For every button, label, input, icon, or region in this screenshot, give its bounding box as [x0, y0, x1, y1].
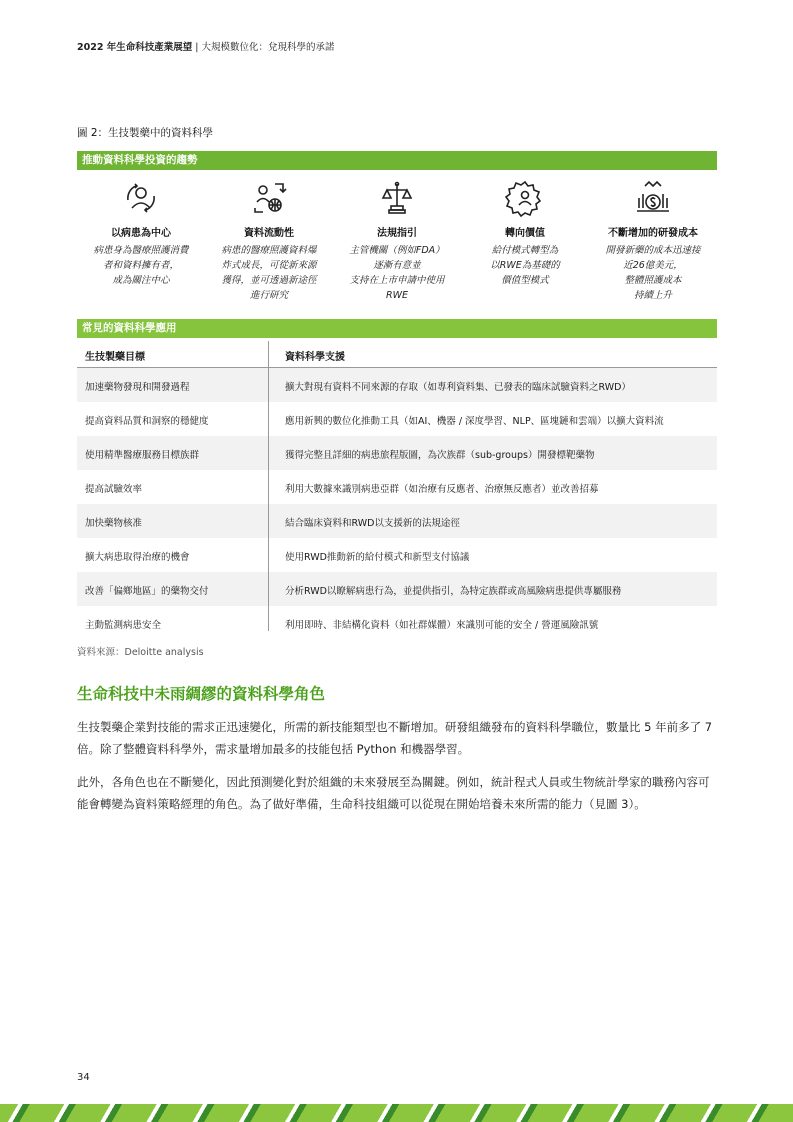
goal-cell: 改善「偏鄉地區」的藥物交付 — [85, 586, 209, 597]
support-cell: 獲得完整且詳細的病患旅程版圖，為次族群（sub-groups）開發標靶藥物 — [285, 450, 595, 461]
goal-cell: 擴大病患取得治療的機會 — [85, 552, 190, 563]
column-header-goal: 生技製藥目標 — [85, 352, 145, 363]
rising-cost-icon — [633, 178, 673, 218]
trend-line: 成為關注中心 — [112, 275, 170, 286]
column-header-support: 資料科學支援 — [285, 352, 345, 363]
trend-line: 持續上升 — [633, 290, 672, 301]
header-title: 2022 年生命科技產業展望 — [77, 42, 193, 53]
trend-item — [77, 178, 205, 288]
table-header — [77, 341, 717, 368]
trend-line: 者和資料擁有者， — [102, 260, 179, 271]
trend-title: 不斷增加的研發成本 — [608, 228, 698, 239]
table-row — [77, 504, 717, 538]
goal-cell: 使用精準醫療服務目標族群 — [85, 450, 200, 461]
figure-caption: 圖 2：生技製藥中的資料科學 — [77, 127, 214, 139]
trend-line: 炸式成長，可從新來源 — [221, 260, 317, 271]
footer-stripe — [0, 1104, 793, 1122]
header-subtitle: 大規模數位化：兌現科學的承諾 — [201, 42, 335, 53]
trends-heading-band: 推動資料科學投資的趨勢 — [77, 151, 717, 170]
goal-cell: 主動監測病患安全 — [85, 620, 162, 631]
trend-item — [461, 178, 589, 288]
table-row — [77, 470, 717, 504]
patient-centric-icon — [121, 178, 161, 218]
trend-line: 主管機關（例如FDA） — [349, 245, 445, 256]
trend-line: 給付模式轉型為 — [491, 245, 559, 256]
trend-description — [333, 243, 461, 303]
support-cell: 分析RWD以瞭解病患行為，並提供指引，為特定族群或高風險病患提供專屬服務 — [285, 586, 622, 597]
table-row — [77, 606, 717, 640]
trend-title: 資料流動性 — [244, 228, 294, 239]
goal-cell: 加快藥物核准 — [85, 518, 143, 529]
trend-line: 獲得，並可透過新途徑 — [221, 275, 317, 286]
body-paragraph: 生技製藥企業對技能的需求正迅速變化，所需的新技能類型也不斷增加。研發組織發布的資料科學職位，數量比 5 年前多了 7 倍。除了整體資料科學外，需求量增加最多的技能包括 Python 和機器學習。 — [77, 720, 713, 756]
trend-description — [461, 243, 589, 288]
trend-line: 病患的醫療照護資料爆 — [221, 245, 317, 256]
figure-source: 資料來源：Deloitte analysis — [77, 647, 204, 658]
table-row — [77, 436, 717, 470]
table-row — [77, 368, 717, 402]
table-row — [77, 572, 717, 606]
page-number: 34 — [77, 1072, 90, 1083]
trend-item — [205, 178, 333, 303]
goal-cell: 提高資料品質和洞察的穩健度 — [85, 416, 209, 427]
data-flow-icon — [249, 178, 289, 218]
regulation-icon — [377, 178, 417, 218]
support-cell: 結合臨床資料和RWD以支援新的法規途徑 — [285, 518, 460, 529]
support-cell: 擴大對現有資料不同來源的存取（如專利資料集、已發表的臨床試驗資料之RWD） — [285, 382, 631, 393]
goal-cell: 提高試驗效率 — [85, 484, 143, 495]
support-cell: 應用新興的數位化推動工具（如AI、機器 / 深度學習、NLP、區塊鏈和雲端）以擴大資料流 — [285, 416, 664, 427]
header-separator: | — [195, 42, 199, 53]
support-cell: 利用即時、非結構化資料（如社群媒體）來識別可能的安全 / 營運風險訊號 — [285, 620, 599, 631]
trend-line: RWE — [386, 290, 408, 301]
trend-title: 法規指引 — [377, 228, 417, 239]
support-cell: 使用RWD推動新的給付模式和新型支付協議 — [285, 552, 470, 563]
trend-item — [589, 178, 717, 303]
trend-description — [589, 243, 717, 303]
trend-line: 近26億美元， — [623, 260, 683, 271]
trend-line: 支持在上市申請中使用 — [349, 275, 445, 286]
section-title: 生命科技中未雨綢繆的資料科學角色 — [77, 685, 326, 703]
support-cell: 利用大數據來識別病患亞群（如治療有反應者、治療無反應者）並改善招募 — [285, 484, 599, 495]
trend-line: 價值型模式 — [501, 275, 549, 286]
value-shift-icon — [505, 178, 545, 218]
trend-description — [77, 243, 205, 288]
applications-heading-band: 常見的資料科學應用 — [77, 319, 717, 338]
table-row — [77, 538, 717, 572]
applications-table — [77, 341, 717, 640]
trend-description — [205, 243, 333, 303]
trend-line: 以RWE為基礎的 — [490, 260, 560, 271]
trend-line: 進行研究 — [249, 290, 288, 301]
trend-title: 以病患為中心 — [111, 228, 171, 239]
trends-row — [77, 178, 717, 308]
trend-title: 轉向價值 — [505, 228, 545, 239]
body-paragraph: 此外，各角色也在不斷變化，因此預測變化對於組織的未來發展至為關鍵。例如，統計程式人員或生物統計學家的職務內容可能會轉變為資料策略經理的角色。為了做好準備，生命科技組織可以從現在開始培養未來所需的能力（見圖 3）。 — [77, 775, 710, 811]
running-header — [77, 39, 335, 53]
trend-item — [333, 178, 461, 303]
trend-line: 整體照護成本 — [624, 275, 682, 286]
table-row — [77, 402, 717, 436]
trend-line: 開發新藥的成本迅速接 — [605, 245, 701, 256]
table-column-divider — [268, 341, 269, 631]
trend-line: 病患身為醫療照護消費 — [93, 245, 189, 256]
trend-line: 逐漸有意並 — [373, 260, 421, 271]
goal-cell: 加速藥物發現和開發過程 — [85, 382, 190, 393]
